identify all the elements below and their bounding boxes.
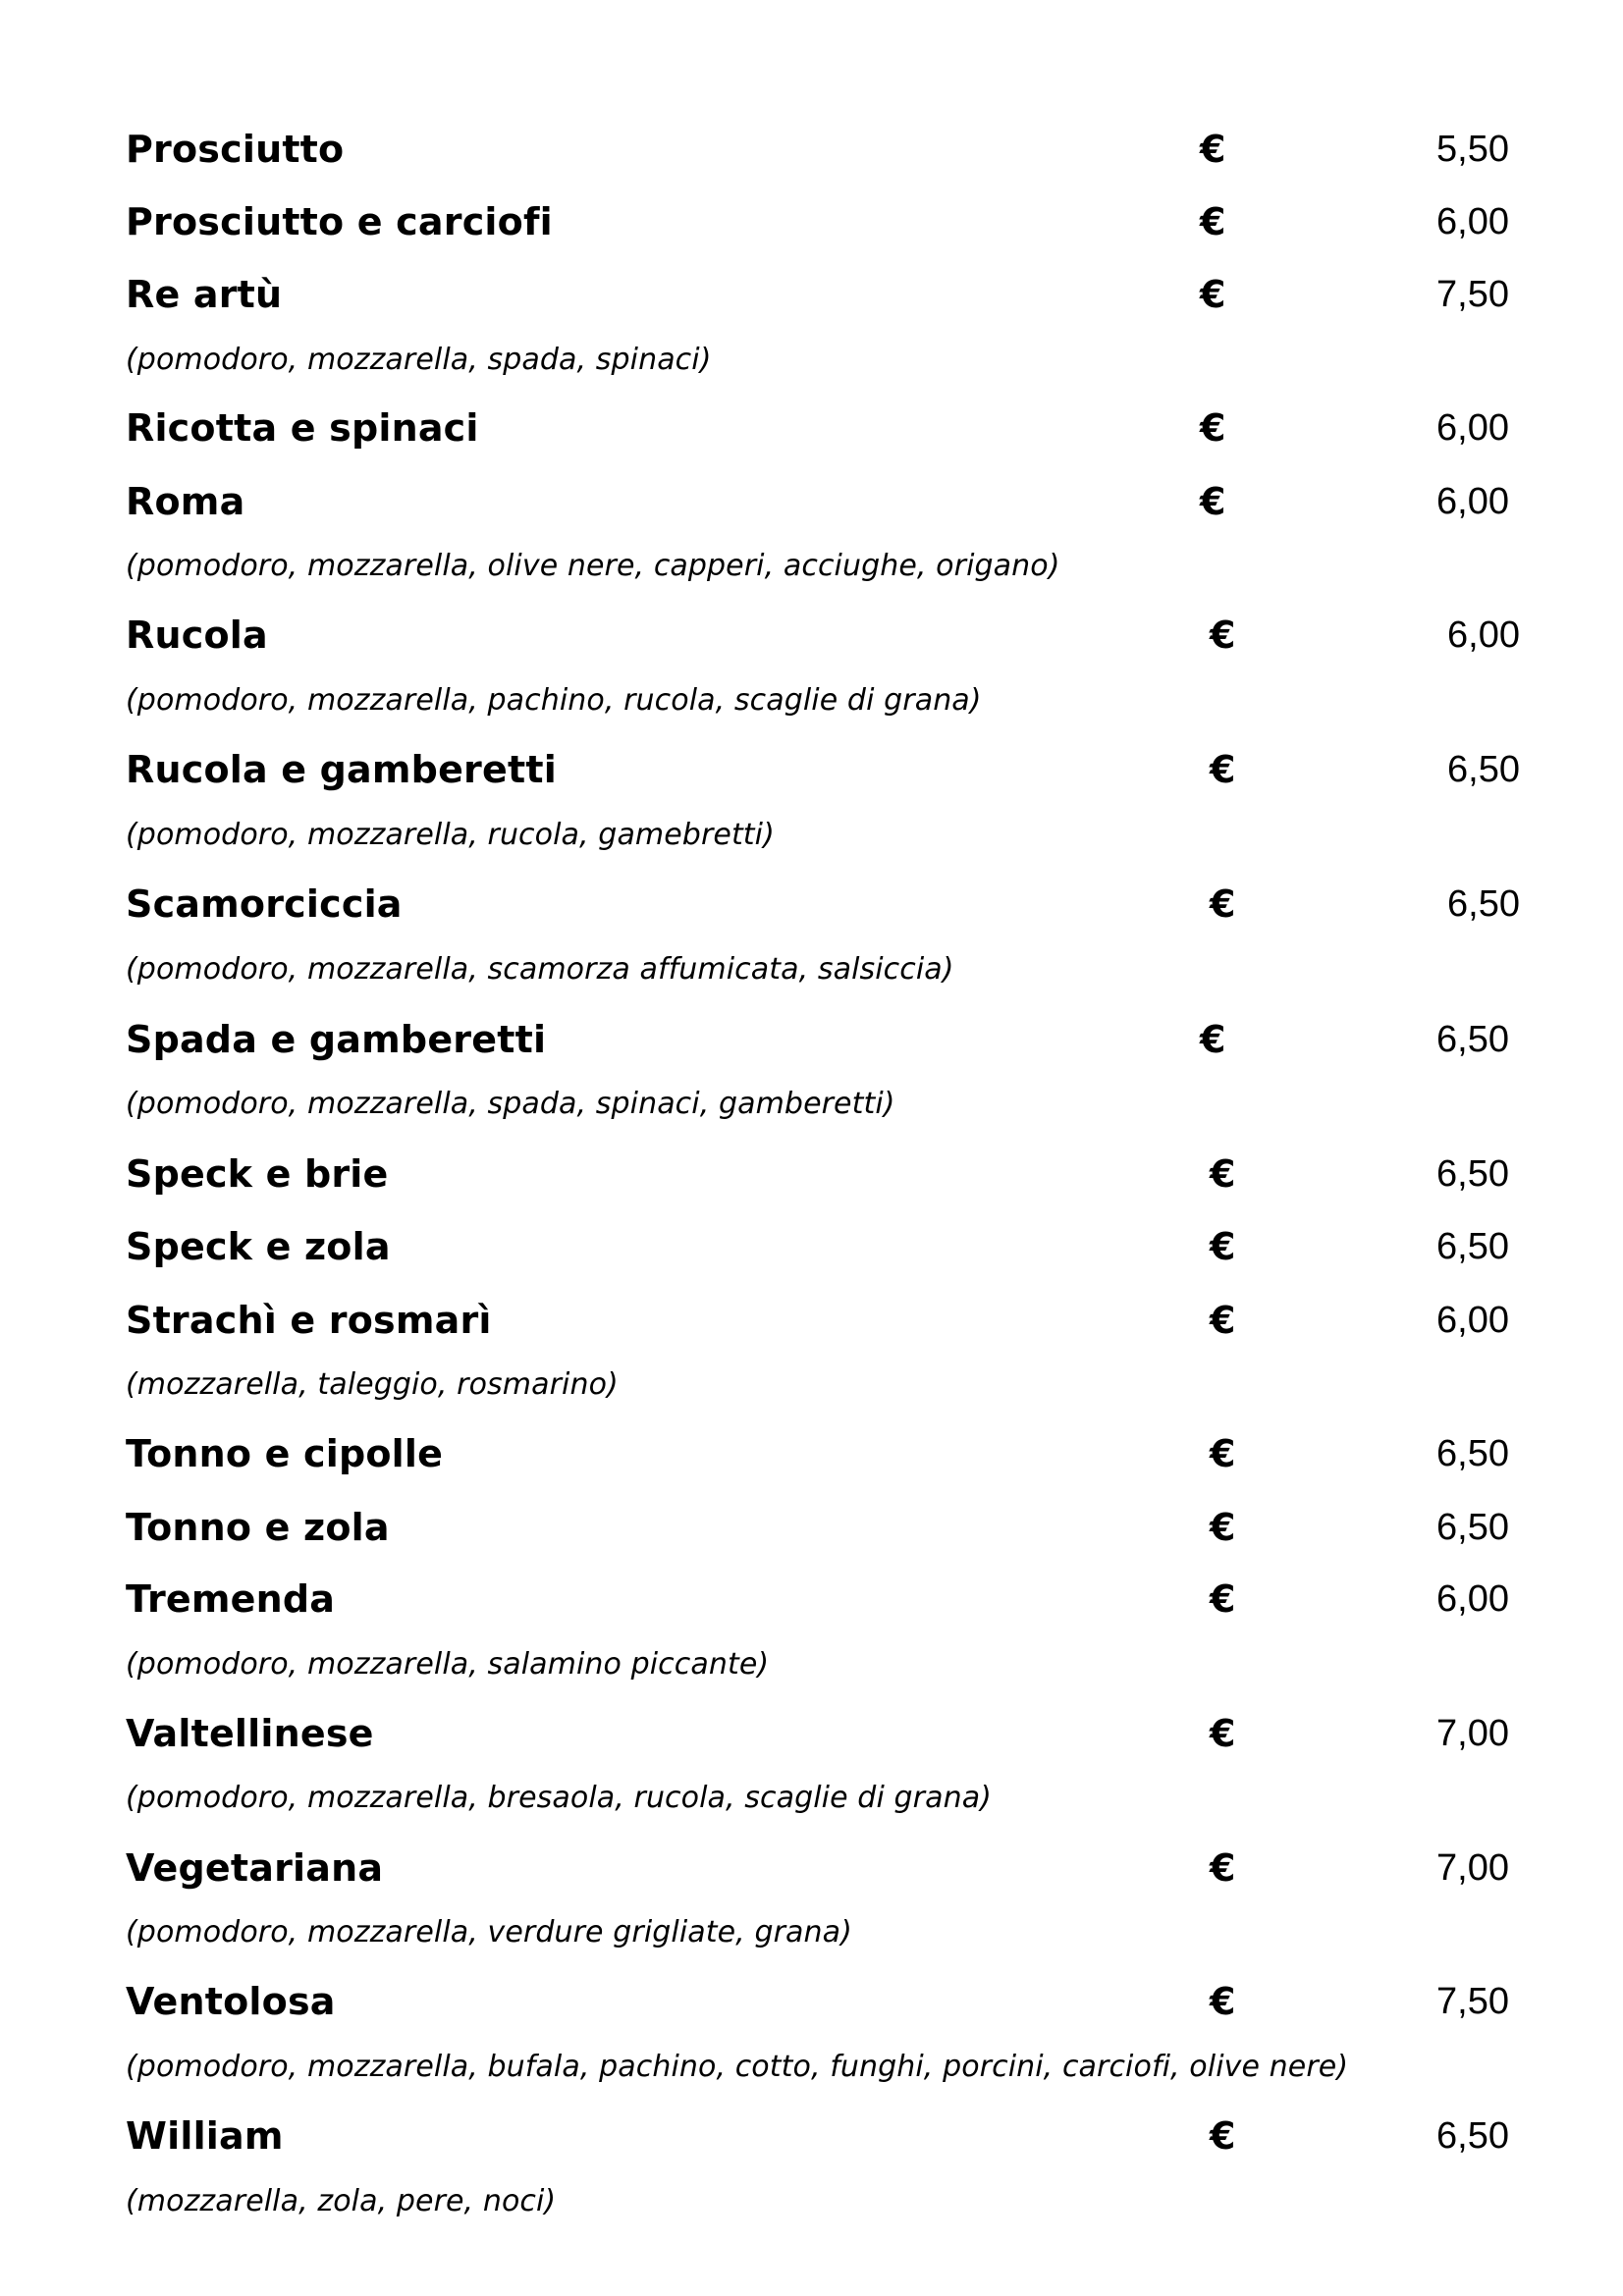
currency-symbol: € [1210,2114,1236,2158]
currency-symbol: € [1200,1018,1226,1061]
currency-symbol: € [1200,273,1226,316]
menu-item [0,1498,1623,1557]
item-price: 6,00 [1436,481,1509,522]
item-price: 6,50 [1436,1507,1509,1548]
item-price: 6,00 [1436,407,1509,449]
menu-item [0,399,1623,457]
item-price: 6,00 [1436,1300,1509,1341]
menu-item [0,606,1623,665]
item-name: William [126,2114,284,2158]
item-description: (pomodoro, mozzarella, spada, spinaci, gamberetti) [126,1087,895,1121]
currency-symbol: € [1210,882,1236,926]
item-price: 6,50 [1447,883,1520,925]
currency-symbol: € [1210,614,1236,657]
currency-symbol: € [1200,406,1226,450]
menu-item [0,1704,1623,1763]
menu-item [0,1145,1623,1203]
item-name: Tremenda [126,1577,336,1621]
item-price: 6,50 [1436,1153,1509,1195]
item-description: (mozzarella, zola, pere, noci) [126,2184,557,2218]
item-description: (pomodoro, mozzarella, salamino piccante) [126,1647,770,1682]
currency-symbol: € [1200,480,1226,523]
item-name: Prosciutto [126,128,345,171]
menu-item [0,875,1623,934]
item-description: (pomodoro, mozzarella, spada, spinaci) [126,343,712,377]
item-name: Ventolosa [126,1980,336,2023]
item-name: Scamorciccia [126,882,403,926]
item-name: Ricotta e spinaci [126,406,479,450]
menu-item [0,1570,1623,1629]
item-price: 6,00 [1447,614,1520,656]
item-price: 6,50 [1436,1433,1509,1474]
item-price: 7,00 [1436,1713,1509,1754]
currency-symbol: € [1210,1225,1236,1268]
currency-symbol: € [1210,1577,1236,1621]
item-name: Spada e gamberetti [126,1018,547,1061]
currency-symbol: € [1210,1846,1236,1890]
item-name: Speck e brie [126,1152,389,1196]
item-price: 7,00 [1436,1847,1509,1889]
menu-item [0,472,1623,531]
item-description: (pomodoro, mozzarella, olive nere, capperi, acciughe, origano) [126,549,1060,583]
item-price: 7,50 [1436,1981,1509,2022]
item-price: 6,50 [1447,749,1520,790]
menu-item [0,2107,1623,2165]
item-description: (pomodoro, mozzarella, bresaola, rucola, scaglie di grana) [126,1781,992,1815]
currency-symbol: € [1210,1299,1236,1342]
item-price: 6,00 [1436,1578,1509,1620]
item-name: Rucola [126,614,268,657]
item-name: Valtellinese [126,1712,374,1755]
menu-item [0,120,1623,179]
item-name: Speck e zola [126,1225,391,1268]
item-name: Tonno e zola [126,1506,390,1549]
item-name: Roma [126,480,245,523]
item-name: Prosciutto e carciofi [126,200,553,243]
menu-item [0,265,1623,324]
currency-symbol: € [1210,1432,1236,1475]
item-price: 6,50 [1436,1226,1509,1267]
menu-item [0,192,1623,251]
item-name: Re artù [126,273,283,316]
item-price: 7,50 [1436,274,1509,315]
item-price: 6,50 [1436,2115,1509,2157]
currency-symbol: € [1210,1980,1236,2023]
currency-symbol: € [1210,1712,1236,1755]
menu-item [0,1424,1623,1483]
menu-item [0,1839,1623,1897]
item-price: 6,00 [1436,201,1509,242]
item-description: (pomodoro, mozzarella, bufala, pachino, cotto, funghi, porcini, carciofi, olive nere) [126,2050,1349,2084]
item-description: (mozzarella, taleggio, rosmarino) [126,1367,619,1402]
item-description: (pomodoro, mozzarella, rucola, gamebretti) [126,818,775,852]
item-description: (pomodoro, mozzarella, pachino, rucola, scaglie di grana) [126,683,982,718]
menu-item [0,740,1623,799]
menu-item [0,1972,1623,2031]
item-name: Tonno e cipolle [126,1432,444,1475]
item-description: (pomodoro, mozzarella, verdure grigliate, grana) [126,1915,852,1949]
menu-item [0,1010,1623,1069]
currency-symbol: € [1210,748,1236,791]
item-description: (pomodoro, mozzarella, scamorza affumicata, salsiccia) [126,952,954,987]
item-name: Vegetariana [126,1846,384,1890]
menu-item [0,1291,1623,1350]
menu-item [0,1217,1623,1276]
currency-symbol: € [1210,1506,1236,1549]
currency-symbol: € [1210,1152,1236,1196]
currency-symbol: € [1200,200,1226,243]
currency-symbol: € [1200,128,1226,171]
item-price: 5,50 [1436,129,1509,170]
item-price: 6,50 [1436,1019,1509,1060]
item-name: Strachì e rosmarì [126,1299,492,1342]
item-name: Rucola e gamberetti [126,748,557,791]
